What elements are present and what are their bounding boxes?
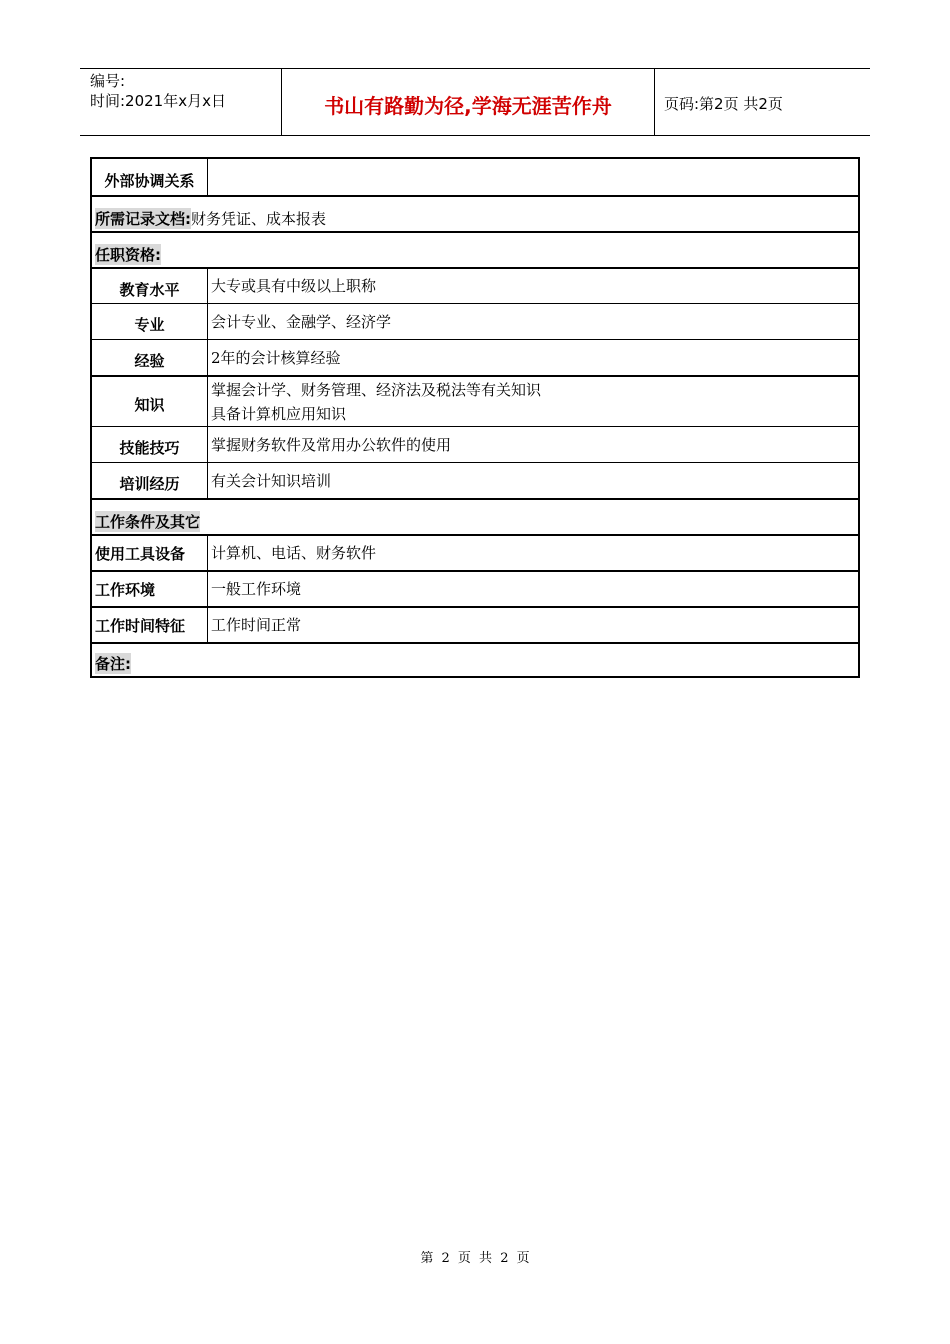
qualification-label: 技能技巧: [92, 427, 208, 462]
qualification-value: 掌握财务软件及常用办公软件的使用: [211, 435, 452, 454]
qualification-value: 会计专业、金融学、经济学: [211, 312, 392, 331]
qualification-label: 专业: [92, 304, 208, 339]
qualification-label: 培训经历: [92, 463, 208, 498]
row-required-records: [92, 195, 858, 231]
external-coordination-value: [208, 159, 858, 195]
table-row: [92, 375, 858, 426]
qualification-value-line-2: 具备计算机应用知识: [211, 404, 347, 423]
table-row: [92, 606, 858, 642]
row-qualifications-header: [92, 231, 858, 267]
table-row: [92, 570, 858, 606]
header-divider-right: [654, 68, 655, 135]
qualification-value: [208, 377, 858, 426]
condition-value: 一般工作环境: [211, 580, 302, 598]
header-bottom-rule: [80, 135, 870, 136]
qualification-label: 教育水平: [92, 269, 208, 303]
table-row: [92, 426, 858, 462]
condition-label: 工作时间特征: [92, 608, 208, 642]
document-number: 编号:: [90, 72, 126, 90]
qualification-label: 知识: [92, 377, 208, 426]
remarks-cell: [92, 644, 858, 676]
page-footer: 第 2 页 共 2 页: [420, 1251, 530, 1266]
required-records-label: 所需记录文档:: [95, 210, 191, 228]
condition-label: 使用工具设备: [92, 536, 208, 570]
condition-value: 计算机、电话、财务软件: [211, 544, 377, 562]
conditions-header-cell: [92, 500, 858, 534]
qualification-label: 经验: [92, 340, 208, 375]
table-row: [92, 267, 858, 303]
remarks-label: 备注:: [95, 655, 131, 673]
qualification-value-line-1: 掌握会计学、财务管理、经济法及税法等有关知识: [211, 380, 542, 399]
job-description-table: [90, 157, 860, 678]
table-row: [92, 462, 858, 498]
row-remarks: [92, 642, 858, 676]
row-external-coordination: [92, 159, 858, 195]
qualification-value: 有关会计知识培训: [211, 471, 332, 490]
condition-label: 工作环境: [92, 572, 208, 606]
external-coordination-label: 外部协调关系: [92, 159, 208, 195]
condition-value: 工作时间正常: [211, 616, 302, 634]
conditions-header: 工作条件及其它: [95, 513, 201, 531]
table-row: [92, 339, 858, 375]
qualification-value: 大专或具有中级以上职称: [211, 277, 377, 295]
required-records-cell: [92, 197, 858, 231]
header-top-rule: [80, 68, 870, 69]
qualifications-header: 任职资格:: [95, 246, 161, 264]
header-meta: [90, 71, 226, 111]
table-row: [92, 303, 858, 339]
document-time: 时间:2021年x月x日: [90, 92, 226, 110]
table-row: [92, 534, 858, 570]
qualification-value: 2年的会计核算经验: [211, 348, 341, 367]
required-records-value: 财务凭证、成本报表: [191, 210, 327, 228]
qualifications-header-cell: [92, 233, 858, 267]
row-conditions-header: [92, 498, 858, 534]
header-page-info: 页码:第2页 共2页: [664, 95, 783, 113]
header-motto: 书山有路勤为径,学海无涯苦作舟: [324, 94, 612, 118]
